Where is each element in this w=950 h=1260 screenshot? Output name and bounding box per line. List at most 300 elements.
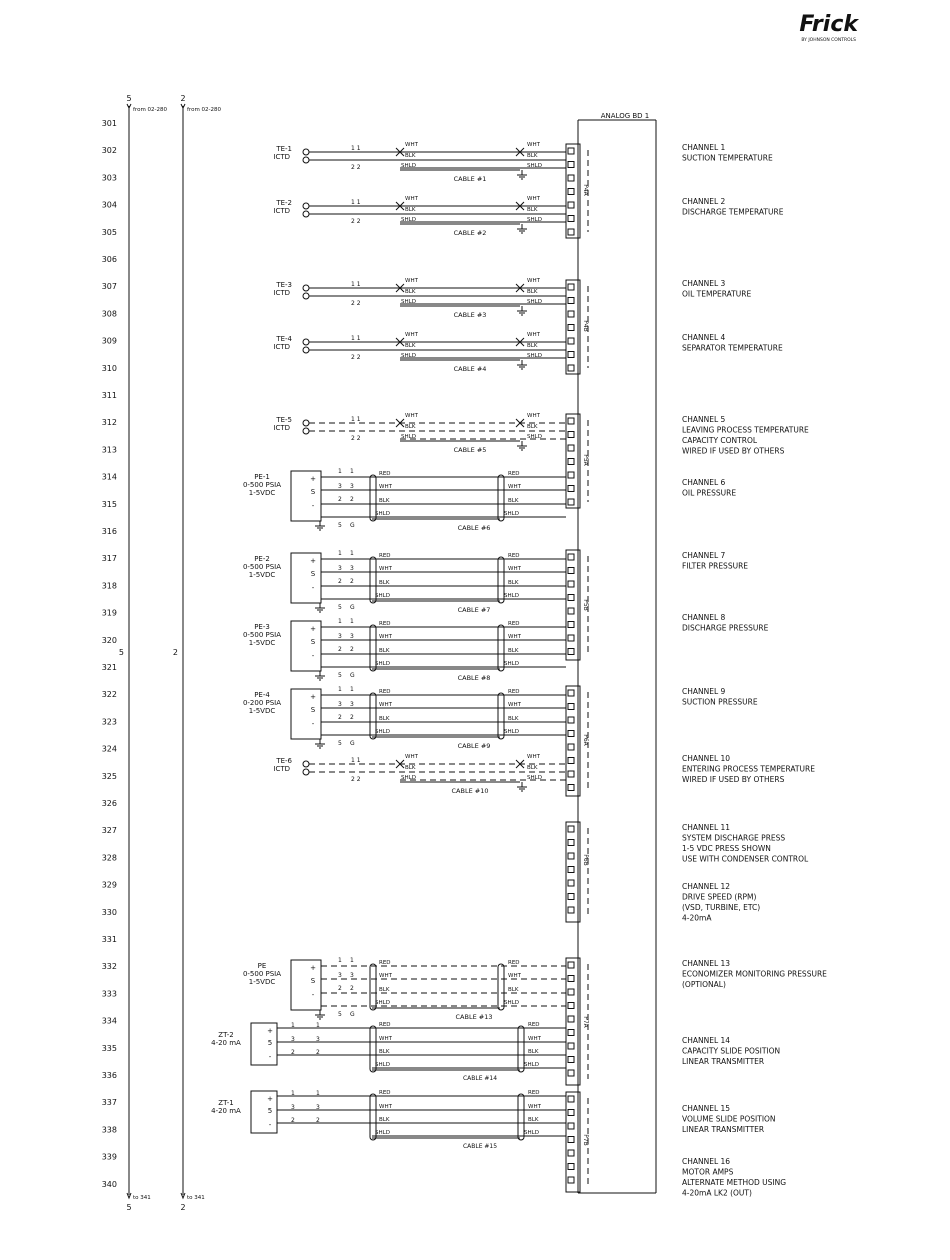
wire-color: SHLD <box>504 593 519 599</box>
wire-color: BLK <box>508 498 519 504</box>
row-number: 316 <box>101 527 117 536</box>
connector-pin <box>568 499 574 505</box>
connector-pin <box>568 1096 574 1102</box>
pin-label: 1 <box>316 1090 320 1097</box>
row-number: 319 <box>101 608 117 618</box>
wire-color: WHT <box>528 1036 541 1042</box>
connector-pin <box>568 189 574 195</box>
wire-color: RED <box>379 1022 391 1028</box>
pin-label: 1 <box>316 1022 320 1029</box>
terminal-label: - <box>268 1121 272 1129</box>
wire-color: WHT <box>508 973 521 979</box>
wire-color: BLK <box>527 289 538 295</box>
transducer-box <box>291 471 321 521</box>
pin-label: G <box>350 604 355 611</box>
channel-text: VOLUME SLIDE POSITION <box>682 1114 776 1124</box>
row-number: 332 <box>101 962 117 972</box>
pin-label: 3 <box>350 483 354 490</box>
sensor-signal: 1-5VDC <box>248 571 276 579</box>
cable-label: CABLE #15 <box>462 1143 498 1150</box>
sensor-signal: 1-5VDC <box>248 639 276 647</box>
cable-label: CABLE #6 <box>457 524 491 532</box>
terminal-label: 5 <box>267 1107 273 1115</box>
wire-color: BLK <box>527 207 538 213</box>
channel-number: CHANNEL 15 <box>682 1104 731 1113</box>
thermistor-icon <box>303 203 309 209</box>
channel-number: CHANNEL 2 <box>682 197 726 206</box>
pin-label: 2 <box>350 985 354 992</box>
rail-from-label: from 02-280 <box>133 107 168 113</box>
wire-color: SHLD <box>375 1000 390 1006</box>
sensor-type: ICTD <box>273 343 290 351</box>
channel-text: WIRED IF USED BY OTHERS <box>682 446 785 456</box>
pin-label: 1 <box>338 957 342 964</box>
wire-color: BLK <box>379 580 390 586</box>
row-number: 322 <box>101 690 117 700</box>
wire-color: BLK <box>527 153 538 159</box>
pin-label: 1 1 <box>351 335 361 342</box>
wire-color: SHLD <box>401 299 416 305</box>
channel-description <box>682 754 815 784</box>
row-number: 315 <box>101 499 117 509</box>
sensor-type: ICTD <box>273 207 290 215</box>
cable-label: CABLE #4 <box>453 365 487 373</box>
ground-symbol-icon <box>517 306 527 315</box>
sensor-tag: ZT-2 <box>218 1031 234 1039</box>
wire-color: WHT <box>405 196 418 202</box>
logo-subtitle: BY JOHNSON CONTROLS <box>801 38 856 43</box>
pin-label: G <box>350 740 355 747</box>
channel-number: CHANNEL 1 <box>682 143 726 152</box>
pin-label: G <box>350 522 355 529</box>
sensor-range: 0-500 PSIA <box>242 970 282 978</box>
wire-color: BLK <box>405 765 416 771</box>
connector-pin <box>568 635 574 641</box>
pin-label: 1 1 <box>351 199 361 206</box>
terminal-label: + <box>310 557 316 565</box>
wire-color: WHT <box>379 1036 392 1042</box>
wire-color: WHT <box>405 332 418 338</box>
cable-label: CABLE #13 <box>455 1013 493 1021</box>
ground-symbol-icon <box>517 224 527 233</box>
pin-label: 2 <box>338 985 342 992</box>
channel-description <box>682 333 783 353</box>
row-number: 323 <box>101 717 117 727</box>
pin-label: 5 <box>338 1011 342 1018</box>
pin-label: 1 <box>291 1090 295 1097</box>
wire-color: SHLD <box>375 729 390 735</box>
pin-label: 2 <box>291 1117 295 1124</box>
wire-color: RED <box>508 960 520 966</box>
transmitter-box <box>251 1091 277 1133</box>
pin-label: 1 <box>350 686 354 693</box>
channel-text: SUCTION PRESSURE <box>682 697 758 707</box>
wire-color: SHLD <box>504 1000 519 1006</box>
pin-label: 2 2 <box>351 300 361 307</box>
connector-pin <box>568 472 574 478</box>
cable-label: CABLE #7 <box>457 606 491 614</box>
wire-color: WHT <box>527 278 540 284</box>
connector-pin <box>568 365 574 371</box>
sensor-type: ICTD <box>273 153 290 161</box>
channel-number: CHANNEL 12 <box>682 882 731 891</box>
wire-color: BLK <box>379 1117 390 1123</box>
sensor-signal: 1-5VDC <box>248 707 276 715</box>
channel-number: CHANNEL 10 <box>682 754 731 763</box>
channel-description <box>682 197 784 217</box>
pin-label: 3 <box>338 565 342 572</box>
wire-color: BLK <box>528 1049 539 1055</box>
channel-description <box>682 687 758 707</box>
wire-color: SHLD <box>527 775 542 781</box>
wire-color: BLK <box>508 580 519 586</box>
wire-color: RED <box>508 621 520 627</box>
terminal-label: S <box>310 706 316 714</box>
channel-description <box>682 1104 776 1134</box>
terminal-label: + <box>310 964 316 972</box>
wire-color: BLK <box>379 498 390 504</box>
transducer-box <box>291 960 321 1010</box>
pin-label: 1 <box>291 1022 295 1029</box>
pin-label: 3 <box>338 972 342 979</box>
channel-text: CAPACITY SLIDE POSITION <box>682 1046 781 1056</box>
terminal-label: S <box>310 488 316 496</box>
pin-label: 1 <box>350 618 354 625</box>
connector-pin <box>568 338 574 344</box>
terminal-label: - <box>311 584 315 592</box>
pin-label: 2 <box>350 714 354 721</box>
ground-symbol-icon <box>517 170 527 179</box>
cable-label: CABLE #9 <box>457 742 491 750</box>
pin-label: 1 <box>338 618 342 625</box>
pin-label: 5 <box>338 740 342 747</box>
wire-color: RED <box>379 960 391 966</box>
connector-pin <box>568 459 574 465</box>
transmitter-box <box>251 1023 277 1065</box>
pin-label: 2 <box>350 496 354 503</box>
transducer-box <box>291 621 321 671</box>
terminal-label: - <box>311 502 315 510</box>
terminal-label: + <box>310 475 316 483</box>
channel-text: WIRED IF USED BY OTHERS <box>682 775 785 784</box>
connector-pin <box>568 1057 574 1063</box>
wire-color: SHLD <box>527 163 542 169</box>
channel-text: (OPTIONAL) <box>682 980 726 989</box>
wire-color: SHLD <box>504 729 519 735</box>
sensor-type: ICTD <box>273 765 290 773</box>
connector-pin <box>568 568 574 574</box>
channel-number: CHANNEL 5 <box>682 415 726 424</box>
sensor-signal: 4-20 mA <box>211 1107 241 1115</box>
sensor-tag: TE-4 <box>276 335 292 343</box>
wire-color: RED <box>528 1022 540 1028</box>
wire-color: WHT <box>527 142 540 148</box>
channel-description <box>682 959 827 989</box>
row-number: 304 <box>101 200 117 210</box>
row-number: 313 <box>101 445 117 455</box>
thermistor-icon <box>303 285 309 291</box>
pin-label: 2 <box>338 646 342 653</box>
channel-text: ECONOMIZER MONITORING PRESSURE <box>682 969 827 979</box>
wire-color: SHLD <box>524 1062 539 1068</box>
thermistor-icon <box>303 347 309 353</box>
sensor-tag: TE-2 <box>276 199 292 207</box>
channel-description <box>682 1157 786 1198</box>
terminal-label: S <box>310 570 316 578</box>
connector-pin <box>568 1123 574 1129</box>
terminal-label: - <box>268 1053 272 1061</box>
terminal-label: - <box>311 991 315 999</box>
row-number: 337 <box>101 1098 117 1108</box>
wire-color: SHLD <box>401 217 416 223</box>
channel-description <box>682 613 769 633</box>
wire-color: BLK <box>405 289 416 295</box>
connector-pin <box>568 989 574 995</box>
connector-pin <box>568 731 574 737</box>
sensor-tag: PE-3 <box>254 623 270 631</box>
connector-pin <box>568 216 574 222</box>
rail-number-top: 5 <box>126 94 132 103</box>
channel-text: DISCHARGE PRESSURE <box>682 623 769 633</box>
channel-number: CHANNEL 3 <box>682 279 726 288</box>
channel-text: SUCTION TEMPERATURE <box>682 153 773 163</box>
row-number: 327 <box>101 826 117 836</box>
connector-pin <box>568 581 574 587</box>
channel-number: CHANNEL 9 <box>682 687 726 696</box>
rail-number-bottom: 5 <box>126 1203 132 1212</box>
channel-text: DISCHARGE TEMPERATURE <box>682 207 784 217</box>
terminal-label: + <box>310 693 316 701</box>
terminal-label: S <box>310 638 316 646</box>
wire-color: SHLD <box>375 511 390 517</box>
channel-text: MOTOR AMPS <box>682 1167 734 1177</box>
channel-description <box>682 143 773 163</box>
wire-color: BLK <box>508 987 519 993</box>
row-number: 335 <box>101 1043 117 1053</box>
pin-label: 3 <box>316 1036 320 1043</box>
connector-label: P7B <box>582 1134 589 1146</box>
thermistor-icon <box>303 293 309 299</box>
rail-number-mid: 2 <box>172 648 178 657</box>
pin-label: 2 2 <box>351 435 361 442</box>
row-number: 311 <box>101 391 117 400</box>
pin-label: 1 <box>350 957 354 964</box>
row-number: 309 <box>101 336 117 346</box>
row-number: 339 <box>101 1152 117 1162</box>
connector-pin <box>568 352 574 358</box>
frick-logo-icon: Frick <box>799 12 858 37</box>
connector-pin <box>568 1043 574 1049</box>
wire-color: BLK <box>508 716 519 722</box>
pin-label: 3 <box>316 1104 320 1111</box>
pin-label: 3 <box>350 972 354 979</box>
pin-label: 3 <box>338 633 342 640</box>
wire-color: BLK <box>405 153 416 159</box>
sensor-tag: PE-1 <box>254 473 270 481</box>
connector-pin <box>568 744 574 750</box>
wire-color: WHT <box>528 1104 541 1110</box>
connector-pin <box>568 284 574 290</box>
connector-pin <box>568 608 574 614</box>
thermistor-icon <box>303 211 309 217</box>
connector-pin <box>568 853 574 859</box>
channel-description <box>682 823 809 864</box>
connector-pin <box>568 717 574 723</box>
channel-text: 4-20mA LK2 (OUT) <box>682 1188 752 1198</box>
connector-label: P6B <box>582 854 589 866</box>
channel-text: (VSD, TURBINE, ETC) <box>682 903 761 912</box>
channel-description <box>682 478 736 498</box>
connector-pin <box>568 298 574 304</box>
cable-label: CABLE #10 <box>451 787 489 795</box>
channel-text: 1-5 VDC PRESS SHOWN <box>682 844 771 853</box>
terminal-label: + <box>267 1095 273 1103</box>
channel-number: CHANNEL 13 <box>682 959 731 968</box>
wire-color: WHT <box>405 142 418 148</box>
channel-number: CHANNEL 14 <box>682 1036 731 1045</box>
wire-color: WHT <box>508 702 521 708</box>
rail-from-label: from 02-280 <box>187 107 222 113</box>
cable-label: CABLE #5 <box>453 446 487 454</box>
connector-label: P4A <box>582 184 589 196</box>
connector-pin <box>568 1003 574 1009</box>
ground-symbol-icon <box>315 521 325 530</box>
pin-label: 2 2 <box>351 164 361 171</box>
wire-color: BLK <box>379 1049 390 1055</box>
wire-color: BLK <box>508 648 519 654</box>
connector-pin <box>568 418 574 424</box>
row-number: 307 <box>101 282 117 292</box>
wire-color: RED <box>379 689 391 695</box>
wire-color: WHT <box>508 566 521 572</box>
channel-number: CHANNEL 7 <box>682 551 726 560</box>
transducer-box <box>291 553 321 603</box>
channel-text: LINEAR TRANSMITTER <box>682 1125 765 1134</box>
connector-pin <box>568 1016 574 1022</box>
row-number: 326 <box>101 799 117 808</box>
wire-color: RED <box>379 471 391 477</box>
connector-pin <box>568 962 574 968</box>
cable-label: CABLE #2 <box>453 229 487 237</box>
pin-label: 1 <box>338 550 342 557</box>
connector-pin <box>568 325 574 331</box>
wire-color: BLK <box>379 648 390 654</box>
channel-description <box>682 551 748 571</box>
rail-to-label: to 341 <box>133 1195 151 1201</box>
connector-label: P5B <box>582 599 589 611</box>
pin-label: 3 <box>291 1104 295 1111</box>
thermistor-icon <box>303 157 309 163</box>
wire-color: RED <box>528 1090 540 1096</box>
pin-label: 3 <box>350 701 354 708</box>
connector-pin <box>568 894 574 900</box>
connector-pin <box>568 486 574 492</box>
channel-text: SYSTEM DISCHARGE PRESS <box>682 833 786 843</box>
rail-number-top: 2 <box>180 94 186 103</box>
row-number: 321 <box>101 663 117 672</box>
channel-text: OIL TEMPERATURE <box>682 289 752 299</box>
pin-label: 2 <box>291 1049 295 1056</box>
connector-pin <box>568 148 574 154</box>
row-number: 328 <box>101 853 117 863</box>
wire-color: BLK <box>528 1117 539 1123</box>
row-number: 312 <box>101 418 117 428</box>
channel-text: LEAVING PROCESS TEMPERATURE <box>682 425 809 435</box>
terminal-label: 5 <box>267 1039 273 1047</box>
row-number: 325 <box>101 771 117 781</box>
ground-symbol-icon <box>517 782 527 791</box>
connector-pin <box>568 311 574 317</box>
wire-color: BLK <box>379 987 390 993</box>
cable-label: CABLE #1 <box>453 175 487 183</box>
rail-to-label: to 341 <box>187 1195 205 1201</box>
connector-pin <box>568 162 574 168</box>
connector-pin <box>568 554 574 560</box>
wire-color: BLK <box>527 343 538 349</box>
connector-pin <box>568 1164 574 1170</box>
channel-number: CHANNEL 4 <box>682 333 726 342</box>
pin-label: 1 1 <box>351 416 361 423</box>
pin-label: 2 2 <box>351 354 361 361</box>
connector-pin <box>568 704 574 710</box>
cable-label: CABLE #8 <box>457 674 491 682</box>
wire-color: SHLD <box>527 434 542 440</box>
channel-text: ALTERNATE METHOD USING <box>682 1178 787 1187</box>
wire-color: SHLD <box>375 1130 390 1136</box>
wire-color: RED <box>508 471 520 477</box>
pin-label: 1 <box>350 468 354 475</box>
wire-color: WHT <box>508 634 521 640</box>
sensor-tag: ZT-1 <box>218 1099 234 1107</box>
connector-pin <box>568 690 574 696</box>
row-number: 338 <box>101 1125 117 1135</box>
wire-color: WHT <box>405 413 418 419</box>
row-number: 305 <box>101 227 117 237</box>
channel-text: FILTER PRESSURE <box>682 561 749 571</box>
terminal-label: + <box>310 625 316 633</box>
wire-color: BLK <box>379 716 390 722</box>
channel-text: SEPARATOR TEMPERATURE <box>682 343 783 353</box>
thermistor-icon <box>303 428 309 434</box>
row-number: 329 <box>101 880 117 890</box>
pin-label: 3 <box>350 565 354 572</box>
connector-pin <box>568 649 574 655</box>
cable-label: CABLE #14 <box>462 1075 498 1082</box>
connector-pin <box>568 202 574 208</box>
ground-symbol-icon <box>315 739 325 748</box>
row-number: 317 <box>101 554 117 564</box>
channel-text: 4-20mA <box>682 913 712 923</box>
wire-color: WHT <box>379 1104 392 1110</box>
board-title: ANALOG BD 1 <box>600 112 650 120</box>
sensor-type: ICTD <box>273 289 290 297</box>
thermistor-icon <box>303 339 309 345</box>
wire-color: WHT <box>379 973 392 979</box>
wire-color: WHT <box>508 484 521 490</box>
pin-label: 2 <box>350 646 354 653</box>
wire-color: WHT <box>379 702 392 708</box>
wire-color: SHLD <box>527 299 542 305</box>
wire-color: WHT <box>527 332 540 338</box>
connector-pin <box>568 1137 574 1143</box>
pin-label: 2 <box>316 1117 320 1124</box>
wire-color: BLK <box>527 424 538 430</box>
thermistor-icon <box>303 420 309 426</box>
wire-color: SHLD <box>401 775 416 781</box>
connector-pin <box>568 1110 574 1116</box>
wire-color: RED <box>379 1090 391 1096</box>
row-number: 303 <box>101 173 117 183</box>
